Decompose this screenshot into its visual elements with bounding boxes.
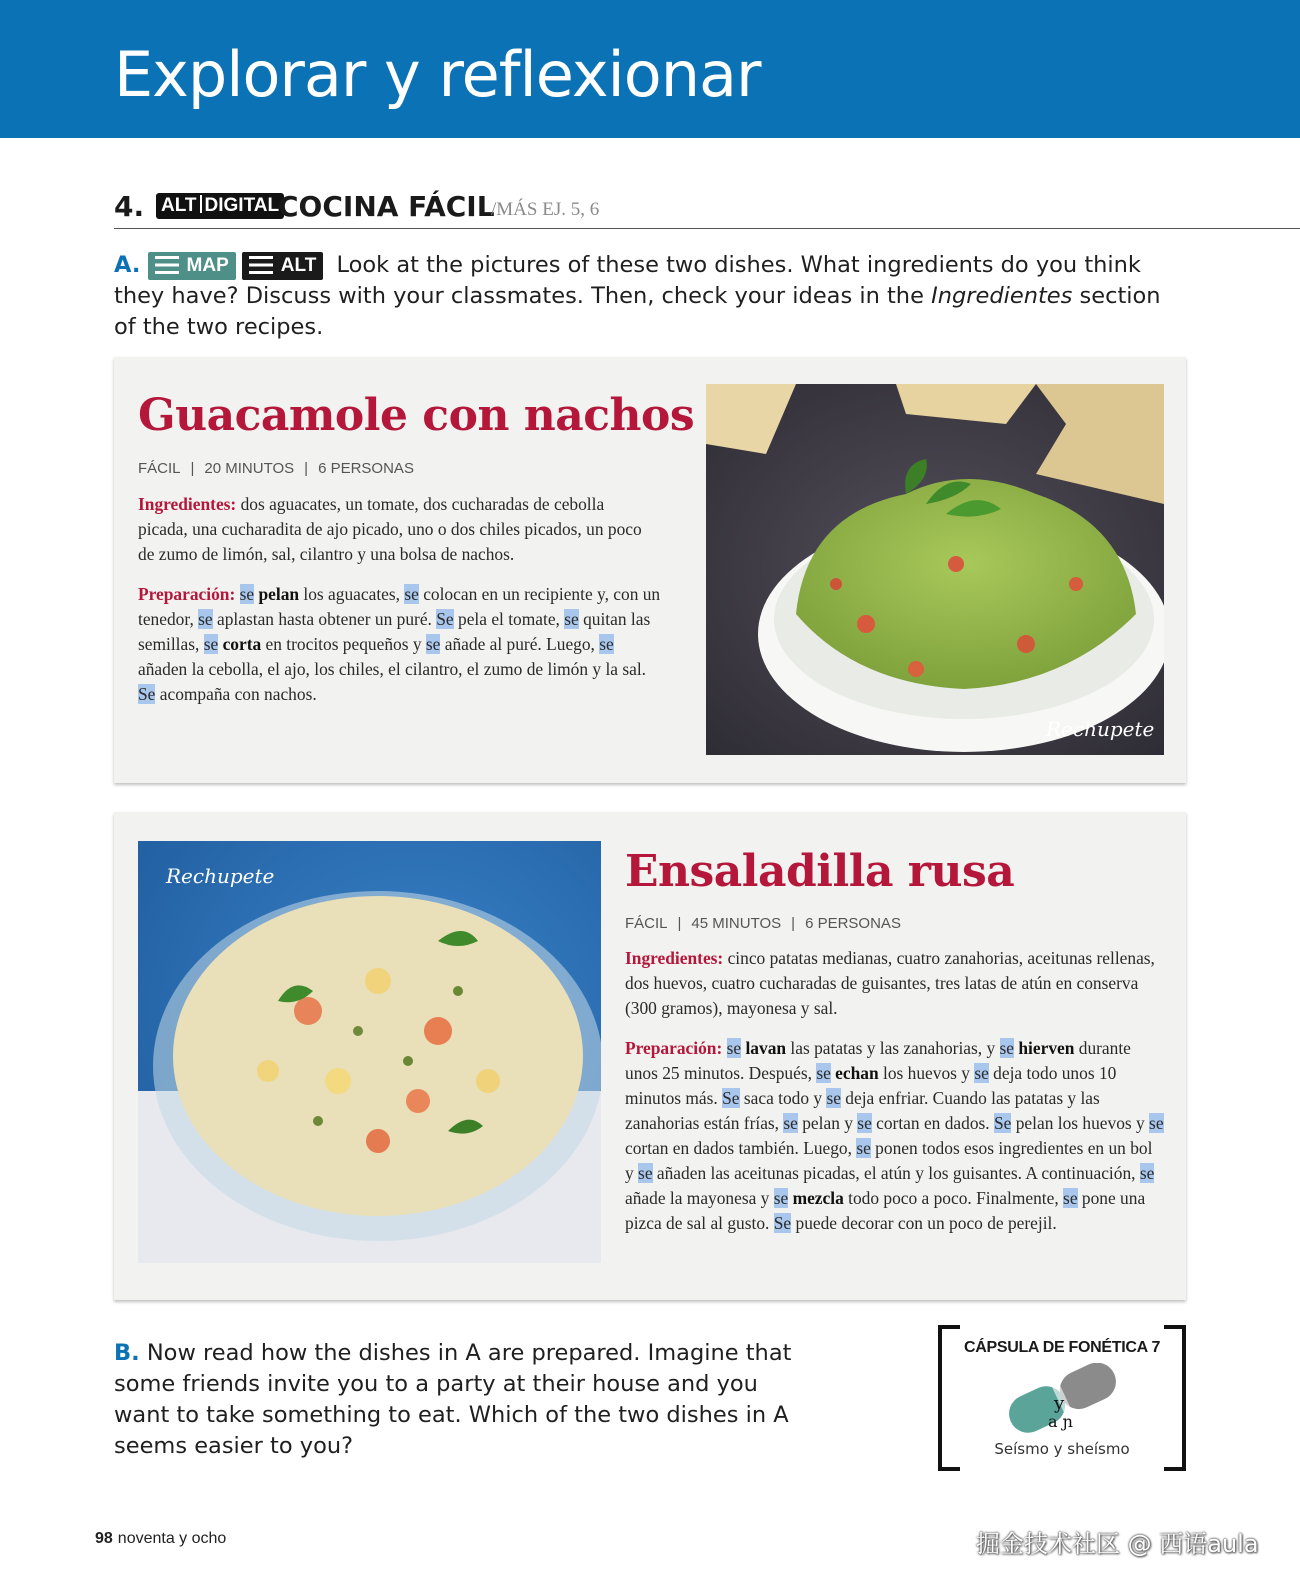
alt-digital-badge[interactable] (156, 193, 284, 219)
badge-divider (200, 195, 202, 213)
recipe-title: Ensaladilla rusa (625, 846, 1015, 897)
photo-watermark: Rechupete (1046, 717, 1155, 741)
ensaladilla-photo (138, 841, 601, 1263)
alt-badge-label: ALT (161, 195, 197, 216)
section-title: Explorar y reflexionar (114, 38, 761, 111)
photo-watermark: Rechupete (166, 864, 275, 888)
alt-label: ALT (280, 255, 317, 276)
phonetics-capsule[interactable] (938, 1325, 1186, 1471)
part-b-letter: B. (114, 1340, 140, 1366)
meta-divider: | (190, 460, 195, 477)
exercise-title: COCINA FÁCIL (278, 190, 495, 223)
time: 20 MINUTOS (204, 460, 295, 477)
alt-button[interactable] (242, 252, 324, 280)
preparation-paragraph: Preparación: se lavan las patatas y las zanahorias, y se hierven durante unos 25 minutos. Después, se echan los huevos y se deja todo unos 10 minutos más. Se saca todo y se deja enfriar. Cuando las patatas y las zanahorias están frías, se pelan y se cortan en dados. Se pelan los huevos y se cortan en dados también. Luego, se ponen todos esos ingredientes en un bol y se añaden las aceitunas picadas, el atún y los guisantes. A continuación, se añade la mayonesa y se mezcla todo poco a poco. Finalmente, se pone una pizca de sal al gusto. Se puede decorar con un poco de perejil. (625, 1038, 1164, 1233)
recipe-meta (138, 460, 414, 477)
meta-divider: | (791, 915, 796, 932)
recipe-title: Guacamole con nachos (138, 390, 695, 441)
guacamole-photo (706, 384, 1164, 755)
meta-divider: | (677, 915, 682, 932)
map-button[interactable] (148, 252, 236, 280)
page-words: noventa y ocho (117, 1530, 227, 1547)
ingredients-label: Ingredientes: (625, 948, 724, 968)
digital-badge-label: DIGITAL (204, 195, 280, 216)
ingredients-label: Ingredientes: (138, 494, 237, 514)
difficulty: FÁCIL (138, 460, 181, 477)
exercise-number: 4. (114, 190, 145, 223)
part-a-text: Look at the pictures of these two dishes. What ingredients do you think they have? Discuss with your classmates. Then, check your ideas in the (114, 252, 1141, 309)
recipe-meta (625, 915, 901, 932)
site-watermark: 掘金技术社区 @ 西语aula (976, 1530, 1259, 1558)
ingredients-text: dos aguacates, un tomate, dos cucharadas de cebolla picada, una cucharadita de ajo picado, uno o dos chiles picados, un poco de zumo de limón, sal, cilantro y una bolsa de nachos. (138, 494, 642, 564)
part-a-instructions (114, 250, 1174, 343)
menu-icon (155, 256, 179, 274)
ingredients-text: cinco patatas medianas, cuatro zanahorias, aceitunas rellenas, dos huevos, cuatro cucharadas de guisantes, tres latas de atún en conserva (300 gramos), mayonesa y sal. (625, 948, 1155, 1018)
capsule-subtitle: Seísmo y sheísmo (994, 1440, 1130, 1458)
part-a-italic: Ingredientes (931, 283, 1073, 309)
svg-text:a ɲ: a ɲ (1048, 1412, 1073, 1431)
map-label: MAP (186, 255, 229, 276)
preparation-label: Preparación: (138, 584, 236, 604)
preparation-label: Preparación: (625, 1038, 723, 1058)
page-footer (95, 1530, 226, 1548)
part-b-text: Now read how the dishes in A are prepared. Imagine that some friends invite you to a party at their house and you want to take something to eat. Which of the two dishes in A seems easier to you? (114, 1340, 792, 1459)
svg-text:y: y (1054, 1393, 1065, 1414)
pill-capsule-icon (1000, 1363, 1124, 1435)
servings: 6 PERSONAS (318, 460, 414, 477)
exercise-reference: /MÁS EJ. 5, 6 (491, 199, 600, 220)
exercise-heading (114, 190, 1300, 229)
time: 45 MINUTOS (691, 915, 782, 932)
ingredients-paragraph (138, 492, 658, 567)
ingredients-paragraph (625, 946, 1160, 1021)
guacamole-illustration (706, 384, 1164, 755)
meta-divider: | (304, 460, 309, 477)
servings: 6 PERSONAS (805, 915, 901, 932)
page-number: 98 (95, 1530, 113, 1547)
part-a-text-end: section of the two recipes. (114, 283, 1161, 340)
capsule-title: CÁPSULA DE FONÉTICA 7 (963, 1339, 1161, 1356)
part-a-letter: A. (114, 252, 141, 278)
ensaladilla-illustration (138, 841, 601, 1263)
menu-icon (249, 256, 273, 274)
part-b-instructions (114, 1338, 794, 1462)
preparation-paragraph: Preparación: se pelan los aguacates, se colocan en un recipiente y, con un tenedor, se aplastan hasta obtener un puré. Se pela el tomate, se quitan las semillas, se corta en trocitos pequeños y se añade al puré. Luego, se añaden la cebolla, el ajo, los chiles, el cilantro, el zumo de limón y la sal. Se acompaña con nachos. (138, 584, 661, 704)
difficulty: FÁCIL (625, 915, 668, 932)
section-banner (0, 0, 1300, 138)
